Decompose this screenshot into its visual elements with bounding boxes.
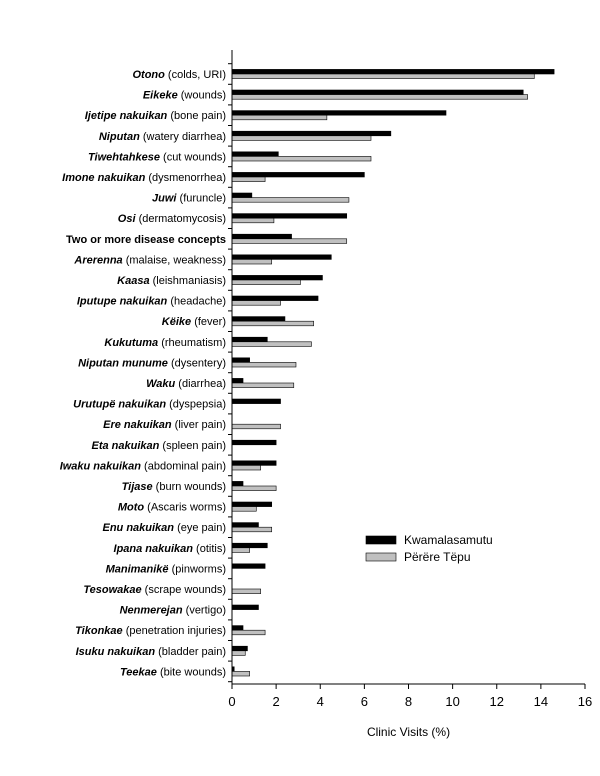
legend-label: Përëre Tëpu (404, 550, 471, 564)
category-term: Tikonkae (75, 625, 123, 638)
x-tick-label: 0 (228, 694, 236, 709)
category-gloss: (dyspepsia) (166, 398, 226, 411)
category-term: Arerenna (74, 254, 123, 267)
category-label (104, 337, 226, 349)
category-label (118, 213, 226, 225)
category-label (88, 151, 226, 163)
bar-perere-tepu (232, 465, 261, 470)
category-gloss: (diarrhea) (175, 378, 226, 390)
legend (366, 533, 493, 564)
category-label (102, 522, 226, 534)
bar-kwamalasamutu (232, 502, 272, 507)
category-term: Nenmerejan (119, 604, 183, 617)
category-term: Tijase (121, 481, 153, 493)
x-tick-label: 2 (272, 694, 280, 709)
category-term: Enu nakuikan (102, 522, 175, 535)
category-gloss: (wounds) (177, 89, 226, 102)
bar-perere-tepu (232, 651, 245, 656)
category-term: Niputan munume (78, 357, 168, 370)
category-gloss: (fever) (191, 316, 226, 329)
x-tick-label: 6 (360, 694, 368, 709)
bar-perere-tepu (232, 383, 294, 388)
category-term: Osi (117, 213, 136, 226)
bar-kwamalasamutu (232, 255, 331, 260)
bar-perere-tepu (232, 321, 314, 326)
category-term: Manimanikë (105, 563, 169, 576)
category-term: Këike (161, 316, 192, 329)
bar-perere-tepu (232, 589, 261, 594)
bar-perere-tepu (232, 362, 296, 367)
bar-perere-tepu (232, 486, 276, 491)
category-label (120, 666, 226, 678)
category-gloss: (vertigo) (182, 604, 226, 617)
bar-kwamalasamutu (232, 193, 252, 198)
category-gloss: (malaise, weakness) (122, 254, 226, 267)
category-term: Iwaku nakuikan (59, 460, 141, 473)
category-gloss: (spleen pain) (159, 439, 226, 452)
category-term: Tiwehtahkese (88, 151, 160, 164)
category-term: Teekae (120, 666, 157, 679)
bar-kwamalasamutu (232, 481, 243, 486)
bar-kwamalasamutu (232, 440, 276, 445)
bar-kwamalasamutu (232, 378, 243, 383)
bar-kwamalasamutu (232, 523, 258, 528)
x-tick-label: 4 (316, 694, 324, 709)
bar-kwamalasamutu (232, 152, 278, 157)
legend-swatch (366, 536, 396, 544)
axes-group (228, 50, 592, 709)
category-term: Urutupë nakuikan (73, 398, 167, 411)
bar-perere-tepu (232, 136, 371, 141)
bar-kwamalasamutu (232, 337, 267, 342)
category-gloss: (dermatomycosis) (135, 213, 226, 226)
category-gloss: (watery diarrhea) (139, 130, 226, 143)
category-label (78, 357, 226, 369)
bar-kwamalasamutu (232, 646, 247, 651)
category-term: Iputupe nakuikan (76, 295, 168, 308)
category-gloss: (leishmaniasis) (149, 275, 226, 287)
bar-kwamalasamutu (232, 399, 281, 404)
legend-label: Kwamalasamutu (404, 533, 493, 547)
category-label (152, 193, 226, 205)
category-gloss: (otitis) (193, 542, 226, 555)
bar-perere-tepu (232, 548, 250, 553)
bar-kwamalasamutu (232, 605, 258, 610)
category-label (122, 481, 226, 493)
category-gloss: (cut wounds) (159, 151, 226, 164)
bar-kwamalasamutu (232, 543, 267, 548)
x-tick-label: 14 (533, 694, 549, 709)
category-label (91, 440, 226, 452)
bar-perere-tepu (232, 424, 281, 429)
bar-kwamalasamutu (232, 296, 318, 301)
category-label (76, 646, 226, 658)
category-term: Ipana nakuikan (113, 542, 193, 555)
bar-perere-tepu (232, 342, 311, 347)
category-gloss: (penetration injuries) (122, 625, 226, 638)
category-gloss: (headache) (167, 295, 226, 308)
bar-kwamalasamutu (232, 564, 265, 569)
x-tick-label: 12 (489, 694, 504, 709)
category-term: Imone nakuikan (62, 172, 146, 184)
bar-kwamalasamutu (232, 90, 523, 95)
category-gloss: (dysmenorrhea) (145, 172, 226, 184)
x-tick-label: 16 (577, 694, 593, 709)
category-term: Kaasa (117, 275, 150, 287)
category-term: Ere nakuikan (103, 419, 172, 432)
x-axis-title: Clinic Visits (%) (366, 725, 451, 739)
bar-perere-tepu (232, 218, 274, 223)
category-term: Moto (117, 501, 145, 514)
category-gloss: (rheumatism) (158, 336, 226, 349)
bar-perere-tepu (232, 156, 371, 161)
bar-perere-tepu (232, 630, 265, 635)
category-gloss: (burn wounds) (152, 481, 226, 493)
bar-kwamalasamutu (232, 461, 276, 466)
category-label (99, 131, 226, 143)
bar-perere-tepu (232, 507, 256, 512)
category-label (62, 172, 226, 184)
category-label (60, 460, 226, 472)
bar-perere-tepu (232, 95, 528, 100)
category-label (132, 69, 226, 81)
category-label (114, 543, 226, 555)
category-term: Otono (132, 69, 165, 81)
category-label (75, 625, 226, 637)
category-term: Eta nakuikan (91, 439, 160, 452)
category-gloss: (bladder pain) (155, 645, 226, 658)
category-label (77, 296, 226, 308)
category-gloss: (abdominal pain) (141, 460, 226, 473)
category-gloss: (colds, URI) (164, 69, 226, 81)
bar-perere-tepu (232, 280, 300, 285)
bar-kwamalasamutu (232, 358, 250, 363)
category-gloss: (liver pain) (171, 419, 226, 432)
category-term: Kukutuma (104, 336, 159, 349)
bars-group (232, 69, 554, 676)
bar-perere-tepu (232, 671, 250, 676)
category-label (73, 254, 226, 266)
category-gloss: (bite wounds) (156, 666, 226, 679)
bar-kwamalasamutu (232, 626, 243, 631)
category-gloss: (Ascaris worms) (144, 501, 226, 514)
bar-kwamalasamutu (232, 275, 322, 280)
category-labels-group (60, 69, 226, 678)
bar-perere-tepu (232, 198, 349, 203)
category-gloss: (eye pain) (174, 522, 226, 535)
bar-perere-tepu (232, 239, 347, 244)
category-gloss: (furuncle) (176, 192, 226, 205)
category-term: Isuku nakuikan (75, 645, 156, 658)
bar-perere-tepu (232, 301, 281, 306)
bar-perere-tepu (232, 177, 265, 182)
category-label (120, 605, 226, 617)
category-term: Tesowakae (83, 584, 142, 596)
bar-kwamalasamutu (232, 234, 292, 239)
category-label (146, 378, 226, 390)
category-term: Waku (146, 378, 176, 390)
bar-perere-tepu (232, 115, 327, 120)
category-gloss: (pinworms) (168, 563, 226, 576)
category-label (143, 90, 226, 102)
category-label (85, 110, 226, 122)
bar-kwamalasamutu (232, 69, 554, 74)
bar-kwamalasamutu (232, 131, 391, 136)
category-label (83, 584, 226, 596)
bar-kwamalasamutu (232, 172, 364, 177)
category-term: Niputan (98, 130, 140, 143)
legend-swatch (366, 553, 396, 561)
bar-kwamalasamutu (232, 111, 446, 116)
category-label (73, 399, 226, 411)
bar-perere-tepu (232, 527, 272, 532)
bar-perere-tepu (232, 259, 272, 264)
category-term: Eikeke (142, 89, 178, 102)
category-label (118, 502, 226, 514)
category-label (162, 316, 226, 328)
x-tick-label: 8 (404, 694, 413, 709)
category-label (103, 419, 226, 431)
bar-kwamalasamutu (232, 214, 347, 219)
category-term: Juwi (152, 192, 177, 205)
bar-kwamalasamutu (232, 317, 285, 322)
bar-perere-tepu (232, 74, 534, 79)
category-gloss: (bone pain) (167, 110, 226, 123)
category-label (106, 563, 226, 575)
category-label (117, 275, 226, 287)
category-label (66, 234, 226, 246)
x-tick-label: 10 (445, 694, 460, 709)
category-gloss: Two or more disease concepts (66, 233, 226, 246)
category-term: Ijetipe nakuikan (84, 110, 168, 123)
category-gloss: (dysentery) (167, 357, 226, 370)
category-gloss: (scrape wounds) (141, 584, 226, 596)
